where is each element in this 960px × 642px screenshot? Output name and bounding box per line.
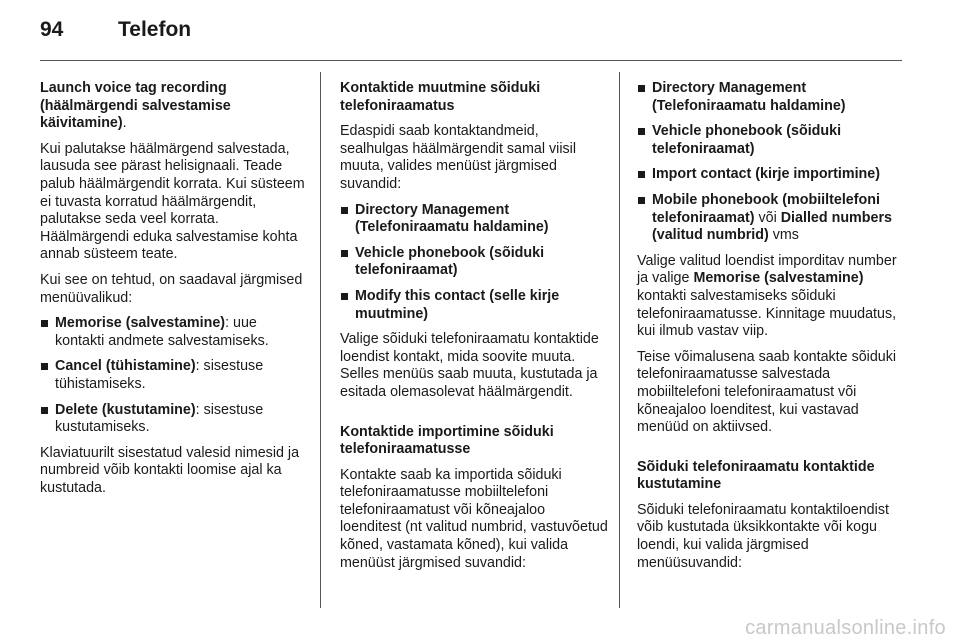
- list-item: Vehicle phonebook (sõiduki telefoniraamat): [340, 245, 608, 280]
- page-number: 94: [40, 18, 64, 41]
- section-heading-delete: Sõiduki telefoniraamatu kontaktide kustutamine: [637, 458, 875, 493]
- paragraph: Kui palutakse häälmärgend salvestada, lausuda see pärast helisignaali. Teade palub häälmärgendit korrata. Kui süsteem ei tuvasta korratud häälmärgendit, palutakse seda veel korrata. Häälmärgendi eduka salvestamise kohta annab süsteem teate.: [40, 140, 305, 263]
- header-rule: [40, 60, 902, 61]
- list-item: Cancel (tühistamine): sisestuse tühistamiseks.: [40, 358, 310, 393]
- list-item: Mobile phonebook (mobiiltelefoni telefoniraamat) või Dialled numbers (valitud numbrid) vms: [637, 192, 899, 245]
- list-item: Memorise (salvestamine): uue kontakti andmete salvestamiseks.: [40, 315, 310, 350]
- paragraph: Edaspidi saab kontaktandmeid, sealhulgas häälmärgendit samal viisil muuta, valides menüüst järgmised suvandid:: [340, 123, 577, 192]
- column-2: [340, 80, 608, 580]
- paragraph: Teise võimalusena saab kontakte sõiduki telefoniraamatusse salvestada mobiiltelefoni telefoniraamatust või kõneajaloo loenditest, kui vastavad menüüd on aktiivsed.: [637, 348, 897, 436]
- section-heading-import: Kontaktide importimine sõiduki telefoniraamatusse: [340, 423, 554, 458]
- column-3: [637, 80, 899, 580]
- list-item: Delete (kustutamine): sisestuse kustutamiseks.: [40, 402, 310, 437]
- section-heading-voice-tag: Launch voice tag recording (häälmärgendi salvestamise käivitamine).: [40, 80, 231, 132]
- list-item: Directory Management (Telefoniraamatu haldamine): [340, 202, 608, 237]
- paragraph: Valige sõiduki telefoniraamatu kontaktide loendist kontakt, mida soovite muuta. Selles menüüs saab muuta, kustutada ja esitada olemasolevat häälmärgendit.: [340, 331, 599, 400]
- paragraph: Klaviatuurilt sisestatud valesid nimesid ja numbreid võib kontakti loomise ajal ka kustutada.: [40, 444, 300, 496]
- paragraph: Kui see on tehtud, on saadaval järgmised menüüvalikud:: [40, 271, 303, 306]
- chapter-title: Telefon: [118, 18, 192, 41]
- watermark: carmanualsonline.info: [745, 617, 946, 639]
- list-item: Import contact (kirje importimine): [637, 166, 899, 184]
- column-1: [40, 80, 310, 505]
- section-heading-modify: Kontaktide muutmine sõiduki telefoniraamatus: [340, 80, 541, 114]
- menu-path-list: [340, 202, 608, 324]
- list-item: Modify this contact (selle kirje muutmine): [340, 288, 608, 323]
- column-divider-1: [320, 72, 321, 608]
- paragraph: Kontakte saab ka importida sõiduki telefoniraamatusse mobiiltelefoni telefoniraamatust või kõneajaloo loenditest (nt valitud numbrid, vastuvõetud kõned, vastamata kõned), kui valida menüüst järgmised suvandid:: [340, 466, 608, 571]
- menu-options-list: [40, 315, 310, 437]
- list-item: Vehicle phonebook (sõiduki telefoniraamat): [637, 123, 899, 158]
- paragraph: Sõiduki telefoniraamatu kontaktiloendist võib kustutada üksikkontakte või kogu loendi, kui valida järgmised menüüsuvandid:: [637, 501, 889, 571]
- column-divider-2: [619, 72, 620, 608]
- import-menu-list: [637, 80, 899, 245]
- paragraph: Valige valitud loendist imporditav number ja valige Memorise (salvestamine) kontakti salvestamiseks sõiduki telefoniraamatusse. Kinnitage muudatus, kui ilmub vastav viip.: [637, 252, 897, 340]
- list-item: Directory Management (Telefoniraamatu haldamine): [637, 80, 899, 115]
